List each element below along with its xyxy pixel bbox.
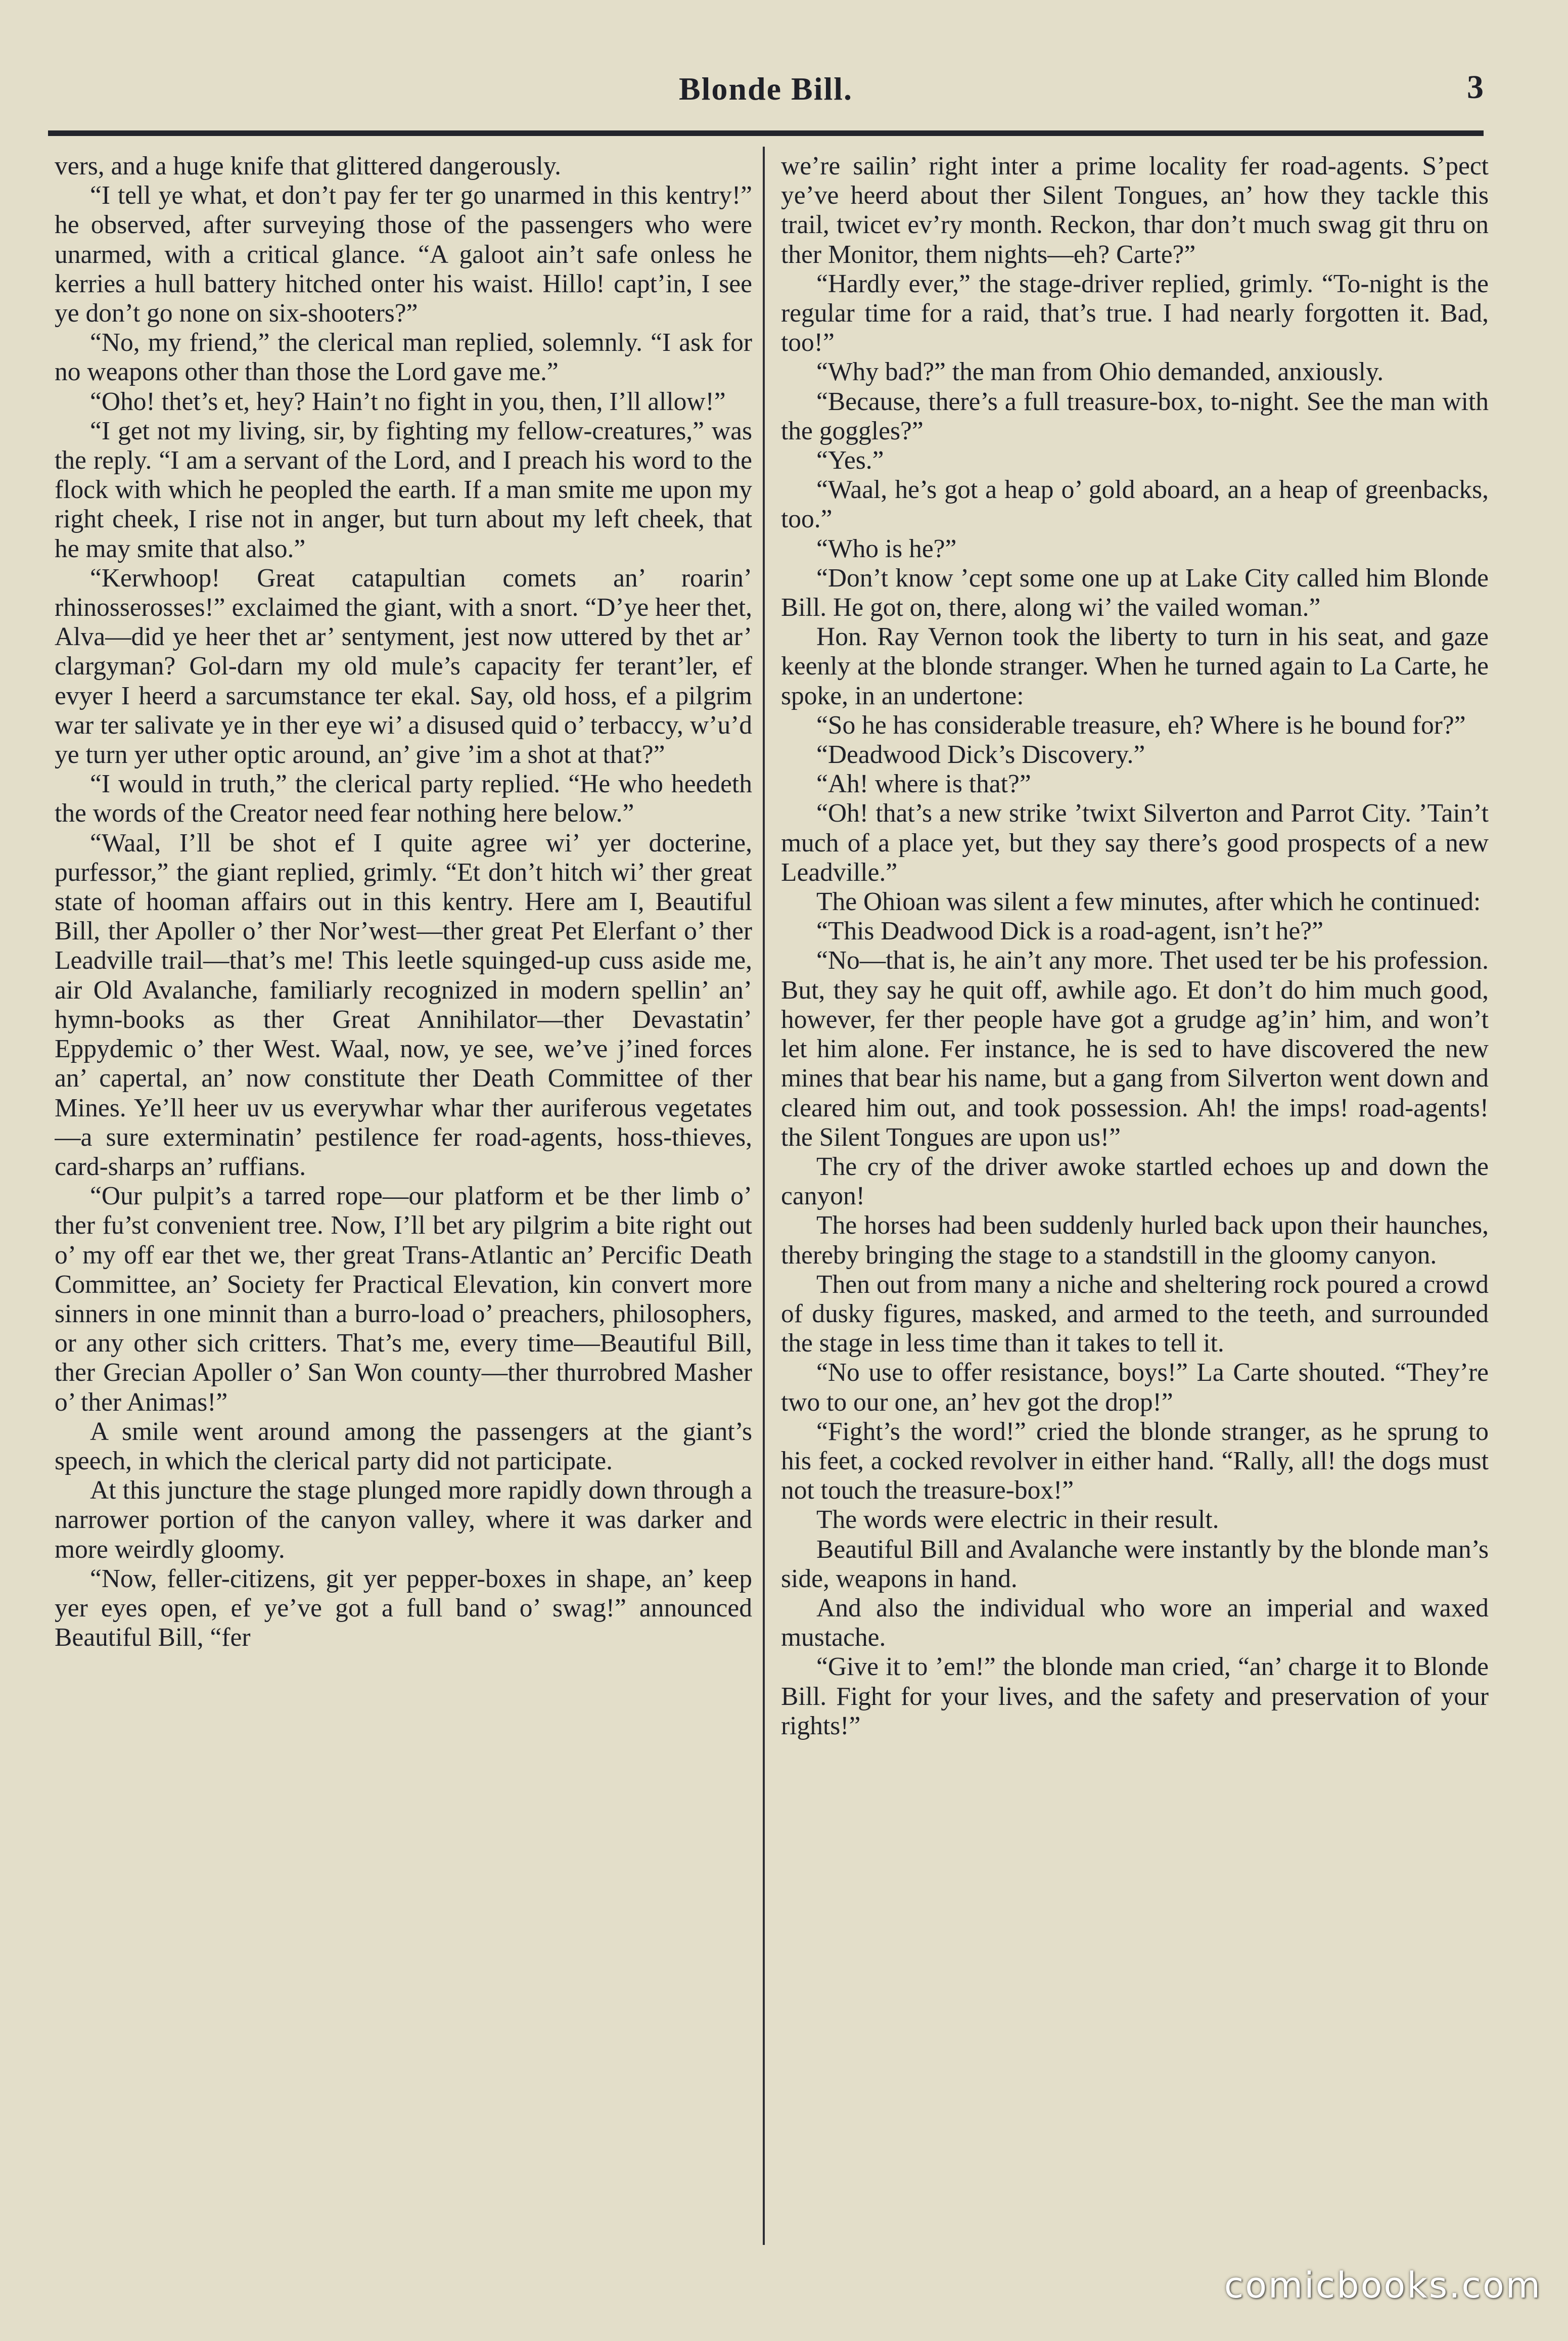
paragraph: “So he has considerable treasure, eh? Where is he bound for?”	[816, 710, 1466, 740]
paragraph: “No—that is, he ain’t any more. Thet used ter be his profession. But, they say he quit off, awhile ago. Et don’t do him much good, however, fer ther people have got a grudge ag’in’ him, and won’t let him alone. Fer instance, he is sed to have discovered the new mines that bear his name, but a gang from Silverton went down and cleared him out, and took possession. Ah! the imps! road-agents! the Silent Tongues are upon us!”	[781, 946, 1489, 1152]
paragraph: “Deadwood Dick’s Discovery.”	[816, 740, 1145, 770]
paragraph: “Oho! thet’s et, hey? Hain’t no fight in you, then, I’ll allow!”	[90, 387, 726, 416]
paragraph: A smile went around among the passengers at the giant’s speech, in which the clerical party did not participate.	[55, 1417, 752, 1475]
paragraph: “Fight’s the word!” cried the blonde stranger, as he sprung to his feet, a cocked revolver in either hand. “Rally, all! the dogs must not touch the treasure-box!”	[781, 1417, 1489, 1505]
paragraph: “No, my friend,” the clerical man replied, solemnly. “I ask for no weapons other than those the Lord gave me.”	[55, 328, 752, 387]
paragraph: “Our pulpit’s a tarred rope—our platform et be ther limb o’ ther fu’st convenient tree. Now, I’ll bet ary pilgrim a bite right out o’ my off ear thet we, ther great Trans-Atlantic an’ Percific Death Committee, an’ Society fer Practical Elevation, kin convert more sinners in one minnit than a burro-load o’ preachers, philosophers, or any other sich critters. That’s me, every time—Beautiful Bill, ther Grecian Apoller o’ San Won county—ther thurrobred Masher o’ ther Animas!”	[55, 1182, 752, 1417]
text-column-left	[55, 152, 752, 2255]
watermark: comicbooks.com	[1224, 2265, 1542, 2306]
paragraph: And also the individual who wore an imperial and waxed mustache.	[781, 1593, 1489, 1652]
paragraph: “I get not my living, sir, by fighting my fellow-creatures,” was the reply. “I am a servant of the Lord, and I preach his word to the flock with which he peopled the earth. If a man smite me upon my right cheek, I rise not in anger, but turn about my left cheek, that he may smite that also.”	[55, 416, 752, 563]
paragraph: Beautiful Bill and Avalanche were instantly by the blonde man’s side, weapons in hand.	[781, 1535, 1489, 1593]
paragraph: “Ah! where is that?”	[816, 770, 1031, 799]
paragraph: Hon. Ray Vernon took the liberty to turn in his seat, and gaze keenly at the blonde stranger. When he turned again to La Carte, he spoke, in an undertone:	[781, 622, 1489, 710]
paragraph: The horses had been suddenly hurled back upon their haunches, thereby bringing the stage to a standstill in the gloomy canyon.	[781, 1211, 1489, 1270]
paragraph: The cry of the driver awoke startled echoes up and down the canyon!	[781, 1152, 1489, 1211]
paragraph: “Waal, he’s got a heap o’ gold aboard, an a heap of greenbacks, too.”	[781, 475, 1489, 534]
column-divider	[763, 147, 765, 2245]
paragraph: The Ohioan was silent a few minutes, after which he continued:	[816, 887, 1481, 917]
paragraph: “Now, feller-citizens, git yer pepper-boxes in shape, an’ keep yer eyes open, ef ye’ve got a full band o’ swag!” announced Beautiful Bill, “fer	[55, 1564, 752, 1652]
paragraph: “I tell ye what, et don’t pay fer ter go unarmed in this kentry!” he observed, after surveying those of the passengers who were unarmed, with a critical glance. “A galoot ain’t safe onless he kerries a hull battery hitched onter his waist. Hillo! capt’in, I see ye don’t go none on six-shooters?”	[55, 181, 752, 328]
running-title: Blonde Bill.	[678, 71, 853, 107]
paragraph: At this juncture the stage plunged more rapidly down through a narrower portion of the canyon valley, where it was darker and more weirdly gloomy.	[55, 1476, 752, 1564]
paragraph: “Kerwhoop! Great catapultian comets an’ roarin’ rhinosserosses!” exclaimed the giant, with a snort. “D’ye heer thet, Alva—did ye heer thet ar’ sentyment, jest now uttered by thet ar’ clargyman? Gol-darn my old mule’s capacity fer terant’ler, ef evyer I heerd a sarcumstance ter ekal. Say, old hoss, ef a pilgrim war ter salivate ye in ther eye wi’ a disused quid o’ terbaccy, w’u’d ye turn yer uther optic around, an’ give ’im a shot at that?”	[55, 563, 752, 770]
page-number: 3	[1467, 69, 1484, 106]
paragraph: “Yes.”	[816, 446, 884, 475]
paragraph: “Hardly ever,” the stage-driver replied, grimly. “To-night is the regular time for a raid, that’s true. I had nearly forgotten it. Bad, too!”	[781, 269, 1489, 357]
paragraph: “I would in truth,” the clerical party replied. “He who heedeth the words of the Creator need fear nothing here below.”	[55, 770, 752, 828]
paragraph: “This Deadwood Dick is a road-agent, isn’t he?”	[816, 917, 1323, 946]
paragraph: “Because, there’s a full treasure-box, to-night. See the man with the goggles?”	[781, 387, 1489, 445]
paragraph: we’re sailin’ right inter a prime locality fer road-agents. S’pect ye’ve heerd about ther Silent Tongues, an’ how they tackle this trail, twicet ev’ry month. Reckon, thar don’t much swag git thru on ther Monitor, them nights—eh? Carte?”	[781, 152, 1489, 269]
paragraph: “Oh! that’s a new strike ’twixt Silverton and Parrot City. ’Tain’t much of a place yet, but they say there’s good prospects of a new Leadville.”	[781, 799, 1489, 887]
paragraph: “Waal, I’ll be shot ef I quite agree wi’ yer docterine, purfessor,” the giant replied, grimly. “Et don’t hitch wi’ ther great state of hooman affairs out in this kentry. Here am I, Beautiful Bill, ther Apoller o’ ther Nor’west—ther great Pet Elerfant o’ ther Leadville trail—that’s me! This leetle squinged-up cuss aside me, air Old Avalanche, familiarly recognized in modern spellin’ an’ hymn-books as ther Great Annihilator—ther Devastatin’ Eppydemic o’ ther West. Waal, now, ye see, we’ve j’ined forces an’ capertal, an’ now constitute ther Death Committee of ther Mines. Ye’ll heer uv us everywhar whar ther auriferous vegetates—a sure exterminatin’ pestilence fer road-agents, hoss-thieves, card-sharps an’ ruffians.	[55, 828, 752, 1181]
paragraph: “Give it to ’em!” the blonde man cried, “an’ charge it to Blonde Bill. Fight for your lives, and the safety and preservation of your rights!”	[781, 1652, 1489, 1740]
paragraph: “Don’t know ’cept some one up at Lake City called him Blonde Bill. He got on, there, along wi’ the vailed woman.”	[781, 563, 1489, 622]
paragraph: Then out from many a niche and sheltering rock poured a crowd of dusky figures, masked, and armed to the teeth, and surrounded the stage in less time than it takes to tell it.	[781, 1270, 1489, 1358]
text-column-right	[781, 152, 1489, 2255]
page-header	[48, 63, 1484, 111]
paragraph: “Who is he?”	[816, 534, 957, 563]
paragraph: “Why bad?” the man from Ohio demanded, anxiously.	[816, 357, 1384, 387]
paragraph: vers, and a huge knife that glittered dangerously.	[55, 152, 562, 181]
header-rule	[48, 130, 1484, 136]
paragraph: The words were electric in their result.	[816, 1505, 1219, 1535]
paragraph: “No use to offer resistance, boys!” La Carte shouted. “They’re two to our one, an’ hev got the drop!”	[781, 1358, 1489, 1417]
